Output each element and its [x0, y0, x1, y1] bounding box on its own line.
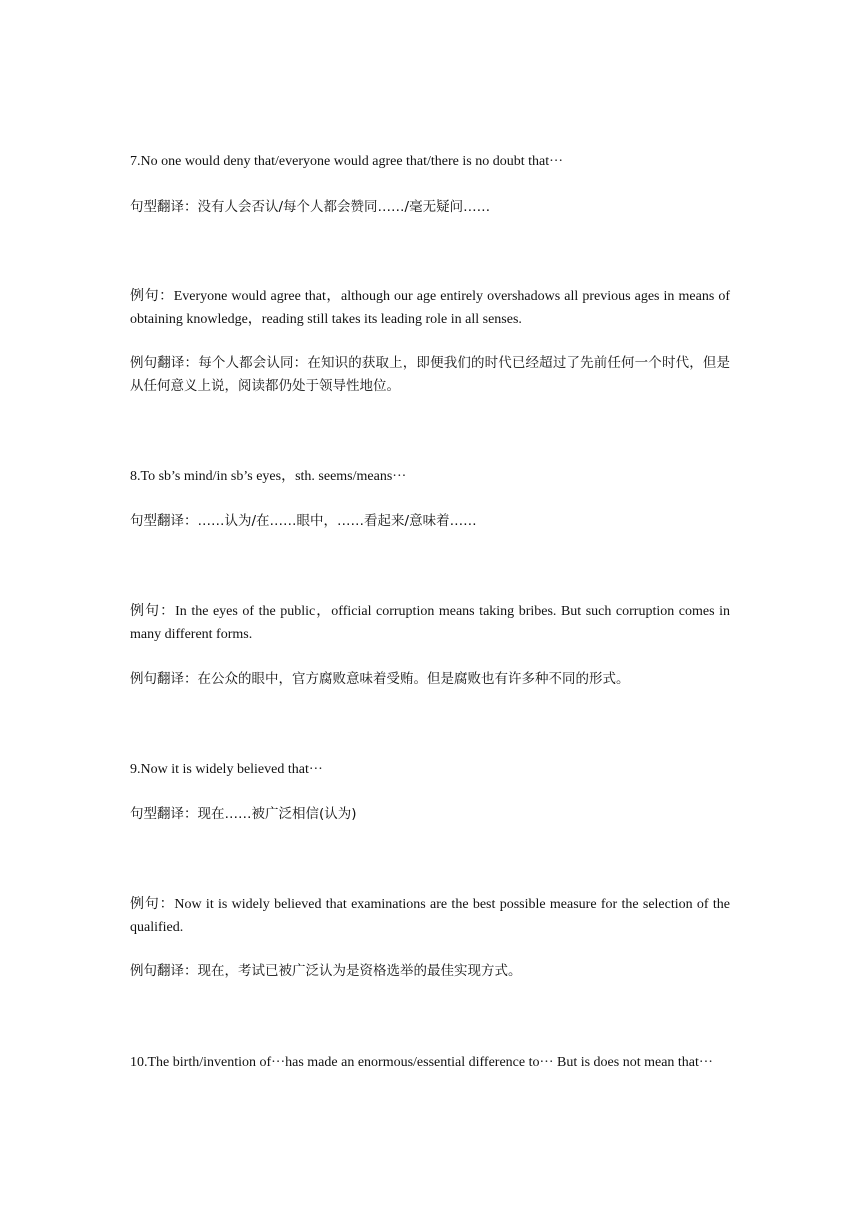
item-10-heading: 10.The birth/invention of···has made an enormous/essential difference to··· But is does not mean that··· — [130, 1055, 713, 1070]
item-7-example-translation: 例句翻译：每个人都会认同：在知识的获取上，即便我们的时代已经超过了先前任何一个时代，但是从任何意义上说，阅读都仍处于领导性地位。 — [130, 355, 730, 394]
item-7-pattern-translation: 句型翻译：没有人会否认/每个人都会赞同……/毫无疑问…… — [130, 199, 491, 215]
item-9-pattern-translation: 句型翻译：现在……被广泛相信(认为) — [130, 806, 357, 822]
item-8-example-translation: 例句翻译：在公众的眼中，官方腐败意味着受贿。但是腐败也有许多种不同的形式。 — [130, 671, 630, 687]
item-9-example-translation: 例句翻译：现在，考试已被广泛认为是资格选举的最佳实现方式。 — [130, 963, 522, 979]
item-9-example: 例句：Now it is widely believed that examinations are the best possible measure for the selection of the qualified. — [130, 897, 730, 935]
item-8-heading: 8.To sb’s mind/in sb’s eyes，sth. seems/means··· — [130, 469, 407, 484]
item-7-heading: 7.No one would deny that/everyone would agree that/there is no doubt that··· — [130, 154, 564, 169]
item-7-example: 例句：Everyone would agree that，although our age entirely overshadows all previous ages in means of obtaining knowledge，reading still takes its leading role in all senses. — [130, 289, 730, 327]
item-9-heading: 9.Now it is widely believed that··· — [130, 762, 323, 777]
item-8-pattern-translation: 句型翻译：……认为/在……眼中，……看起来/意味着…… — [130, 513, 477, 529]
item-8-example: 例句：In the eyes of the public，official corruption means taking bribes. But such corruption comes in many different forms. — [130, 604, 730, 642]
